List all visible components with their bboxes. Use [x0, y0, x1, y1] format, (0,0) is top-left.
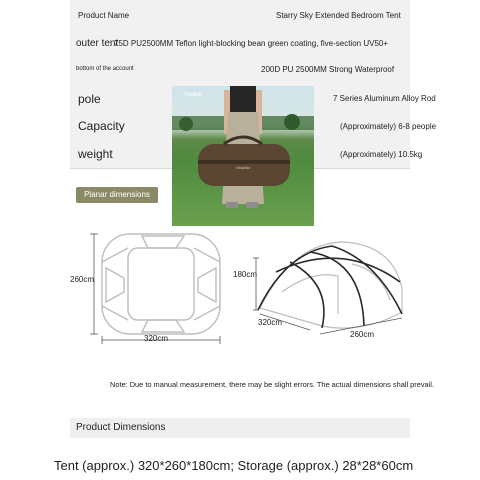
side-depth-label: 320cm	[258, 318, 283, 327]
pole-label: pole	[78, 92, 101, 106]
bottom-label: bottom of the account	[76, 66, 134, 72]
person-with-bag-illustration	[172, 86, 314, 226]
measurement-note: Note: Due to manual measurement, there may be slight errors. The actual dimensions shall prevail.	[110, 380, 434, 389]
capacity-label: Capacity	[78, 119, 125, 133]
outer-tent-label: outer tent	[76, 38, 119, 49]
planar-dimensions-badge: Planar dimensions	[76, 187, 158, 203]
dimensions-summary: Tent (approx.) 320*260*180cm; Storage (approx.) 28*28*60cm	[54, 458, 414, 473]
product-photo	[172, 86, 314, 226]
pole-value: 7 Series Aluminum Alloy Rod	[333, 94, 436, 103]
top-height-label: 260cm	[70, 275, 95, 284]
side-height-label: 180cm	[233, 270, 258, 279]
product-name-value: Starry Sky Extended Bedroom Tent	[276, 11, 401, 20]
side-width-label: 260cm	[350, 330, 375, 339]
capacity-value: (Approximately) 6-8 people	[340, 122, 437, 131]
weight-value: (Approximately) 10.5kg	[340, 150, 423, 159]
weight-label: weight	[78, 147, 113, 161]
product-dimensions-heading: Product Dimensions	[76, 422, 166, 433]
top-width-label: 320cm	[144, 334, 169, 343]
product-name-label: Product Name	[78, 11, 130, 20]
photo-brand-mark: Vidalido	[184, 92, 202, 98]
outer-tent-value: 75D PU2500MM Teflon light-blocking bean green coating, five-section UV50+	[114, 39, 389, 48]
bottom-value: 200D PU 2500MM Strong Waterproof	[261, 65, 395, 74]
bag-brand-text: Vidalido	[236, 165, 251, 170]
top-view-diagram	[84, 228, 244, 348]
